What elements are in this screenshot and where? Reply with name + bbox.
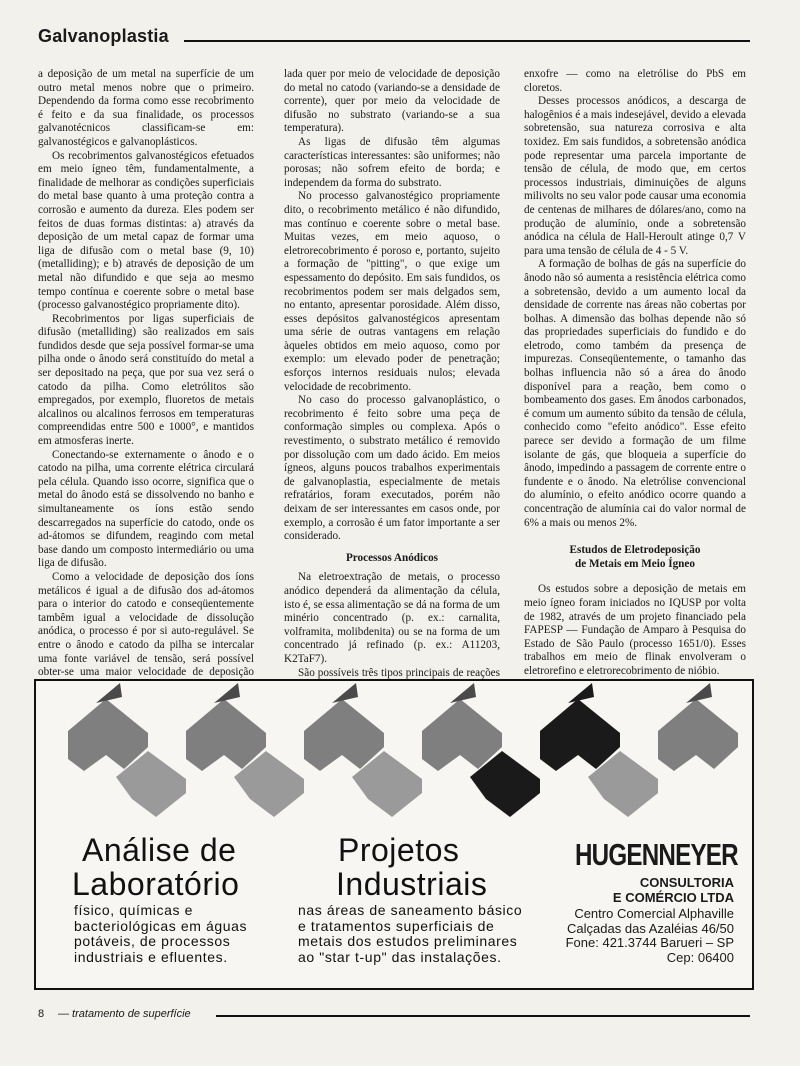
ad-address-l4: Cep: 06400 [666,949,734,965]
paragraph: As ligas de difusão têm algumas características interessantes: são uniformes; não porosas; não sofrem efeito de borda; e independem da forma do substrato. [284,135,500,189]
paragraph: A formação de bolhas de gás na superfície do ânodo não só aumenta a resistência elétrica como a sobretensão, devido a um aumento local da densidade de corrente nas áreas não cobertas por bolhas. A dimensão das bolhas depende não só das propriedades superficiais do fundido e do eletrodo, como também da presença de impurezas. Conseqüentemente, o tamanho das bolhas influencia não só a área do ânodo disponível para a reação, bem como o bombeamento dos gases. Em ânodos carbonados, é comum um aumento súbito da tensão de célula, conhecido como "efeito anódico". Esse efeito parece ser devido a formação de um filme isolante de gás, que bloqueia a superfície do ânodo, impedindo a passagem de corrente entre o fundente e o ânodo. Na eletrólise convencional do alumínio, o efeito anódico ocorre quando a concentração de alumínia cai do valor normal de 6% a mais ou menos 2%. [524,258,746,529]
paragraph: lada quer por meio de velocidade de deposição do metal no catodo (variando-se a densidade de corrente), quer por meio da velocidade de difusão no substrato (variando-se a sua temperatura). [284,68,500,135]
paragraph: Na eletroextração de metais, o processo anódico dependerá da alimentação da célula, isto é, se essa alimentação se dá na forma de um minério concentrado (p. ex.: carnalita, volframita, molibdenita) ou se na forma de um concentrado já refinado (p. ex.: A11203, K2TaF7). [284,571,500,665]
footer-rule [216,1015,750,1017]
magazine-name: — tratamento de superfície [58,1008,191,1020]
ad-address-l1: Centro Comercial Alphaville [574,906,734,921]
page-number: 8 [38,1008,45,1020]
text-column-1 [38,68,254,734]
ad-address [566,907,734,965]
pattern-shape [68,699,738,771]
advertisement [34,679,754,990]
page-footer [38,1005,750,1025]
pattern-arrows [96,683,712,703]
ad-geometric-pattern [36,681,752,821]
subheading-processos-anodicos: Processos Anódicos [345,551,439,564]
paragraph: Os recobrimentos galvanostégicos efetuados em meio ígneo têm, fundamentalmente, a finalidade de melhorar as condições superficiais do metal base quanto à uma proteção contra a corrosão e aumento da dureza. Eles podem ser feitos de duas formas distintas: a) através da deposição de um metal capaz de formar uma liga de difusão com o metal base (9, 10) (metalliding); e b) através de deposição de um metal não difundido e que seja ao mesmo tempo contínua e coerente sobre o metal base (processo galvanostégico propriamente dito). [38,149,254,312]
paragraph: Como a velocidade de deposição dos íons metálicos é igual a de difusão dos ad-átomos para o interior do catodo e conseqüentemente tambêm igual a velocidade de dissolução anódica, o processo é por si auto-regulável. Se entre o ânodo e catodo da pilha se intercalar uma fonte variável de tensão, será possível obter-se uma maior velocidade de deposição [38,570,254,679]
paragraph: Desses processos anódicos, a descarga de halogênios é a mais indesejável, devido a elevada sobretensão, sua natureza corrosiva e alta toxidez. Em sais fundidos, a sobretensão anódica pode representar uma parcela importante de tensão de célula, de modo que, em certos processos industriais, diminuições de alguns milivolts no seu valor pode causar uma economia de centenas de milhares de dólares/ano, como na produção de alumínio, onde a sobretensão anódica na célula de Hall-Heroult atinge 0,7 V para uma tensão de célula de 4 - 5 V. [524,95,746,257]
ad-title-projetos-l1: Projetos [338,832,460,868]
paragraph: São possíveis três tipos principais de reações [298,666,500,679]
ad-address-l2: Calçadas das Azaléias 46/50 [567,920,734,936]
text-column-3 [524,68,746,692]
section-title: Galvanoplastia [38,26,169,46]
subheading-estudos-l1: Estudos de Eletrodeposição [569,544,701,557]
page-header [38,26,750,48]
ad-brand-sub-l1: CONSULTORIA [639,875,734,890]
paragraph: enxofre — como na eletrólise do PbS em cloretos. [524,68,746,94]
ad-address-l3: Fone: 421.3744 Barueri – SP [565,935,734,950]
ad-title-analise-l1: Análise de [82,832,237,868]
paragraph: Os estudos sobre a deposição de metais em meio ígneo foram iniciados no IQUSP por volta de 1982, através de um projeto financiado pela FAPESP — Fundação de Amparo à Pesquisa do Estado de São Paulo (processo 1651/0). Esses trabalhos em meio de flinak envolveram o eletrorefino e eletrorecobrimento de nióbio. [524,583,746,677]
ad-brand-logo: HUGENNEYER [575,837,738,872]
ad-title-projetos-l2: Industriais [336,866,488,902]
header-rule [184,40,750,42]
ad-text-analise: físico, químicas e bacteriológicas em águas potáveis, de processos industriais e efluentes. [74,902,248,965]
ad-brand-subtitle [613,875,734,905]
ad-title-analise-l2: Laboratório [72,866,240,902]
text-column-2 [284,68,500,735]
ad-text-projetos: nas áreas de saneamento básico e tratamentos superficiais de metais dos estudos preliminares ao "star t-up" das instalações. [298,902,523,965]
subheading-estudos-l2: de Metais em Meio Ígneo [575,557,695,570]
paragraph: No caso do processo galvanoplástico, o recobrimento é feito sobre uma peça de conformação simples ou complexa. Após o revestimento, o substrato metálico é removido por dissolução com um dado ácido. Em meios ígneos, alguns poucos trabalhos experimentais de galvanoplastia, especialmente de metais refratários, foram executados, porém não deixam de ser interessantes em casos onde, por exemplo, a corrosão é um fator importante a ser considerado. [284,394,500,543]
paragraph: Conectando-se externamente o ânodo e o catodo na pilha, uma corrente elétrica circulará pela célula. Quando isso ocorre, significa que o metal do ânodo está se dissolvendo no banho e simultaneamente os íons estão sendo descarregados na superfície do catodo, onde os ad-átomos se difundem, reagindo com metal base dando um composto intermediário ou uma liga de difusão. [38,448,254,570]
paragraph: No processo galvanostégico propriamente dito, o recobrimento metálico é não difundido, mas contínuo e coerente sobre o metal base. Muitas vezes, em meio aquoso, o eletrorecobrimento é poroso e, portanto, sujeito a formação de "pitting", o que exige um espessamento do depósito. Em sais fundidos, os recobrimentos podem ser mais delgados sem, no entanto, apresentar porosidade. Além disso, esses depósitos galvanostégicos apresentam uma série de outras vantagens em relação àqueles obtidos em meio aquoso, como por exemplo: um elevado poder de penetração; esforços internos residuais nulos; elevada velocidade de recobrimento. [284,190,500,393]
paragraph: Recobrimentos por ligas superficiais de difusão (metalliding) são realizados em sais fundidos desde que seja possível formar-se uma pilha onde o ânodo será constituído do metal a ser depositado na peça, que por sua vez será o catodo da pilha. Como eletrólitos são empregados, por exemplo, fluoretos de metais alcalinos ou alcalinos ferrosos em temperaturas compreendidas entre 500 e 1000°, e mantidos em atmosferas inerte. [38,312,254,448]
ad-brand-sub-l2: E COMÉRCIO LTDA [612,890,734,905]
paragraph: a deposição de um metal na superfície de um outro metal menos nobre que o primeiro. Dependendo da forma como esse recobrimento é feito e da sua finalidade, os processos galvanotécnicos classificam-se em: galvanostégicos e galvanoplásticos. [38,68,254,148]
